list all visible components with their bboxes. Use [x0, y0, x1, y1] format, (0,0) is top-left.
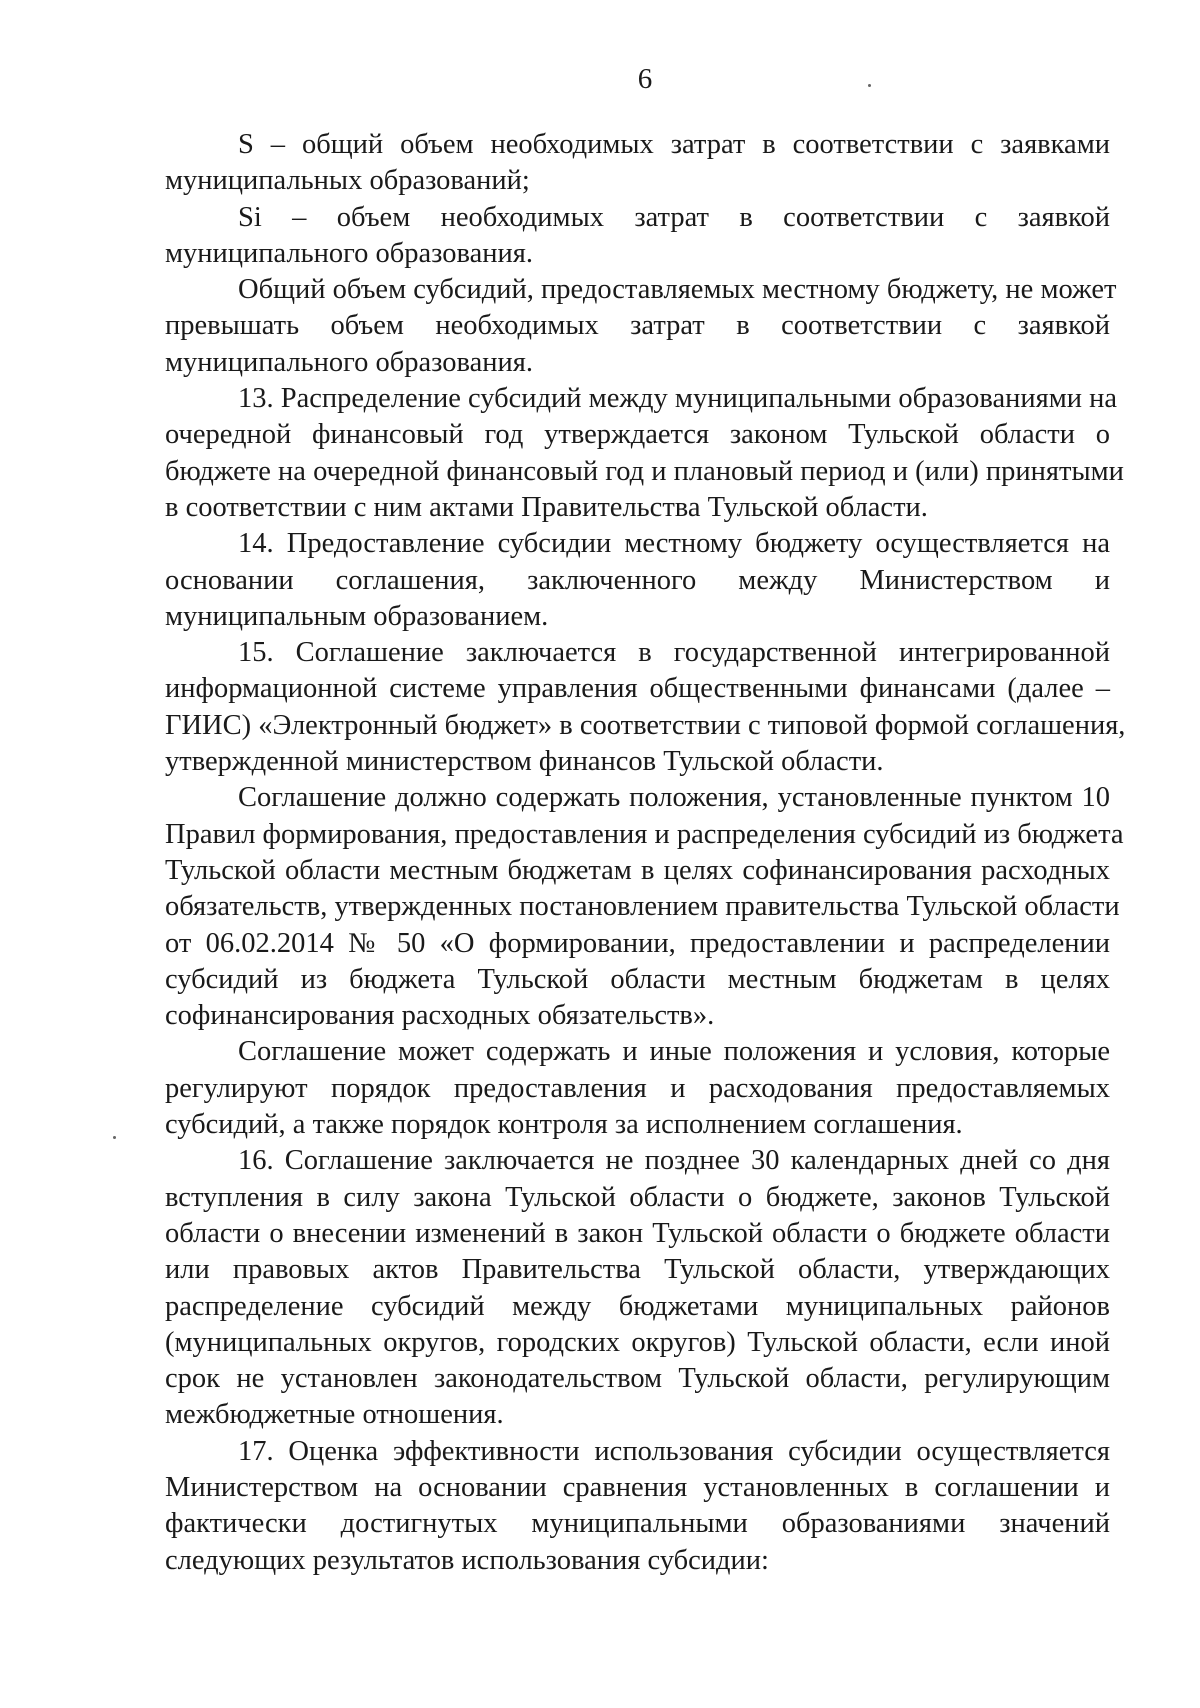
text-line: Соглашение должно содержать положения, установленные пунктом 10: [238, 782, 1110, 814]
scan-speck: [113, 1136, 116, 1139]
text-line: в соответствии с ним актами Правительства Тульской области.: [165, 491, 928, 523]
text-line: 17. Оценка эффективности использования субсидии осуществляется: [238, 1435, 1110, 1467]
document-body: [165, 127, 1126, 1579]
paragraph: [165, 1143, 1110, 1433]
text-line: бюджете на очередной финансовый год и плановый период и (или) принятыми: [165, 455, 1124, 487]
text-line: утвержденной министерством финансов Тульской области.: [165, 746, 884, 778]
text-line: ГИИС) «Электронный бюджет» в соответствии с типовой формой соглашения,: [165, 709, 1126, 741]
text-line: превышать объем необходимых затрат в соответствии с заявкой: [165, 310, 1110, 342]
scan-speck: [868, 84, 871, 87]
text-line: распределение субсидий между бюджетами муниципальных районов: [165, 1290, 1110, 1322]
text-line: или правовых актов Правительства Тульской области, утверждающих: [165, 1254, 1110, 1286]
paragraph: [165, 1434, 1110, 1579]
text-line: субсидий из бюджета Тульской области местным бюджетам в целях: [165, 963, 1110, 995]
text-line: от 06.02.2014 № 50 «О формировании, предоставлении и распределении: [165, 927, 1110, 959]
text-line: вступления в силу закона Тульской области о бюджете, законов Тульской: [165, 1181, 1110, 1213]
paragraph: [165, 381, 1124, 526]
text-line: муниципального образования.: [165, 237, 533, 269]
text-line: регулируют порядок предоставления и расходования предоставляемых: [165, 1072, 1110, 1104]
text-line: муниципальным образованием.: [165, 600, 549, 632]
text-line: субсидий, а также порядок контроля за исполнением соглашения.: [165, 1109, 963, 1141]
text-line: 16. Соглашение заключается не позднее 30 календарных дней со дня: [238, 1145, 1110, 1177]
paragraph: [165, 127, 1110, 200]
text-line: (муниципальных округов, городских округов) Тульской области, если иной: [165, 1326, 1110, 1358]
paragraph: [165, 200, 1110, 273]
paragraph: [165, 1034, 1110, 1143]
text-line: срок не установлен законодательством Тульской области, регулирующим: [165, 1363, 1110, 1395]
text-line: фактически достигнутых муниципальными образованиями значений: [165, 1508, 1110, 1540]
text-line: Правил формирования, предоставления и распределения субсидий из бюджета: [165, 818, 1124, 850]
text-line: S – общий объем необходимых затрат в соответствии с заявками: [238, 129, 1110, 160]
text-line: информационной системе управления общественными финансами (далее –: [165, 673, 1110, 705]
text-line: Общий объем субсидий, предоставляемых местному бюджету, не может: [238, 274, 1117, 306]
text-line: муниципальных образований;: [165, 165, 530, 197]
text-line: очередной финансовый год утверждается законом Тульской области о: [165, 419, 1110, 451]
text-line: Министерством на основании сравнения установленных в соглашении и: [165, 1471, 1110, 1503]
paragraph: [165, 272, 1117, 381]
text-line: основании соглашения, заключенного между Министерством и: [165, 564, 1110, 596]
text-line: 13. Распределение субсидий между муниципальными образованиями на: [238, 383, 1118, 415]
text-line: обязательств, утвержденных постановлением правительства Тульской области: [165, 891, 1120, 923]
paragraph: [165, 526, 1110, 635]
page-number: 6: [637, 63, 653, 95]
text-line: Соглашение может содержать и иные положения и условия, которые: [238, 1036, 1110, 1068]
text-line: следующих результатов использования субсидии:: [165, 1544, 769, 1576]
paragraph: [165, 635, 1126, 780]
text-line: Si – объем необходимых затрат в соответствии с заявкой: [238, 201, 1110, 233]
text-line: муниципального образования.: [165, 346, 533, 378]
text-line: 14. Предоставление субсидии местному бюджету осуществляется на: [238, 528, 1110, 560]
text-line: Тульской области местным бюджетам в целях софинансирования расходных: [165, 854, 1110, 886]
text-line: межбюджетные отношения.: [165, 1399, 504, 1431]
text-line: софинансирования расходных обязательств».: [165, 1000, 715, 1032]
paragraph: [165, 780, 1124, 1034]
text-line: 15. Соглашение заключается в государственной интегрированной: [238, 637, 1110, 669]
text-line: области о внесении изменений в закон Тульской области о бюджете области: [165, 1217, 1110, 1249]
